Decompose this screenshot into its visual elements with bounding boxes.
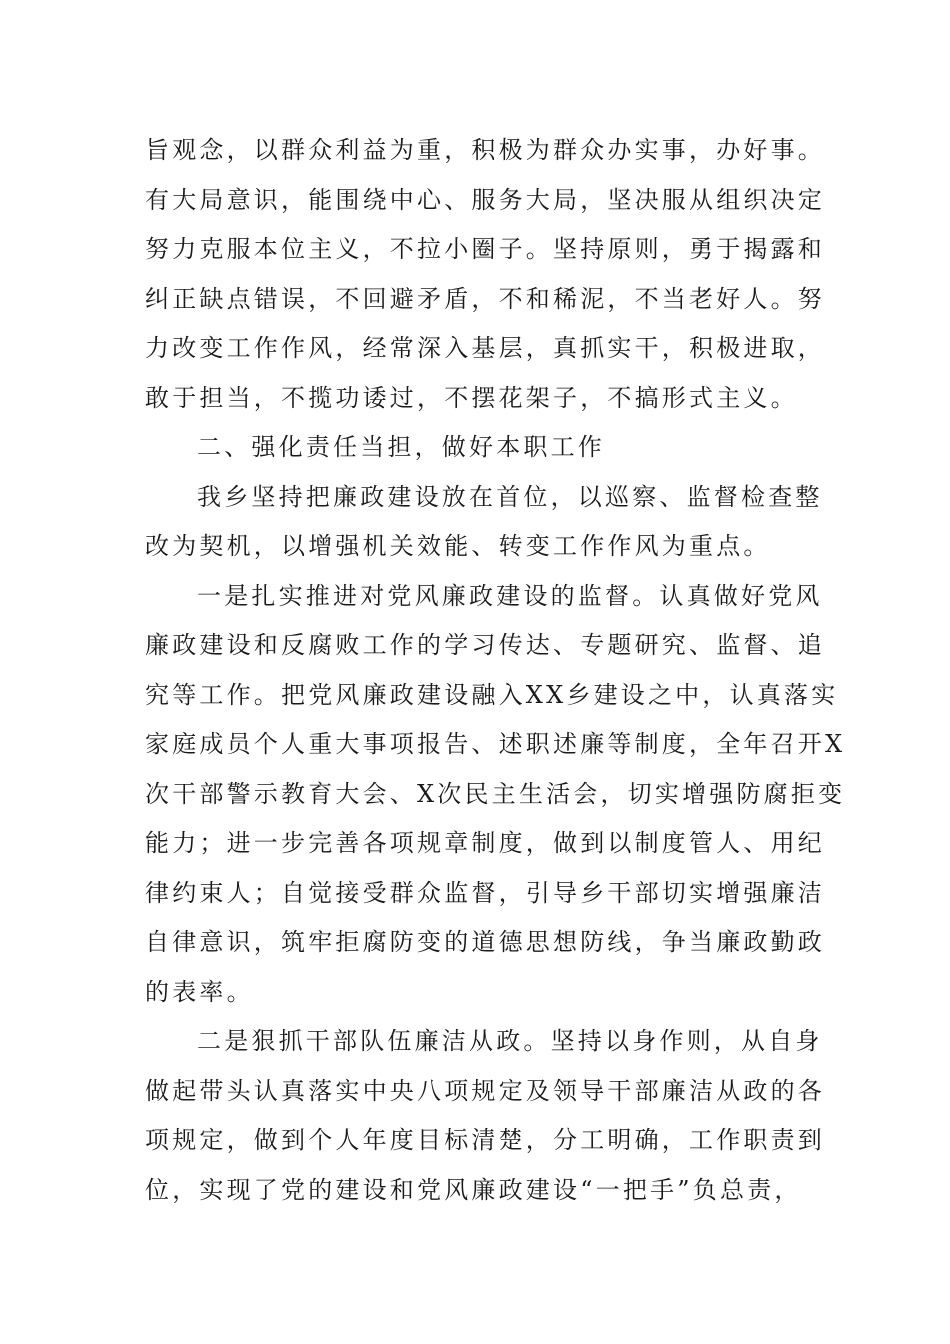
text-line-6: 敢于担当，不揽功诿过，不摆花架子，不搞形式主义。 <box>145 383 798 412</box>
document-body <box>145 126 846 1215</box>
text-line-5: 力改变工作作风，经常深入基层，真抓实干，积极进取， <box>145 334 825 362</box>
text-line-17: 自律意识，筑牢拒腐防变的道德思想防线，争当廉政勤政 <box>145 928 825 956</box>
text-line-1: 旨观念，以群众利益为重，积极为群众办实事，办好事。 <box>145 136 825 164</box>
text-line-9: 改为契机，以增强机关效能、转变工作作风为重点。 <box>145 532 771 560</box>
section-heading: 二、强化责任当担，做好本职工作 <box>197 433 605 461</box>
text-line-20: 做起带头认真落实中央八项规定及领导干部廉洁从政的各 <box>145 1076 825 1105</box>
text-line-22: 位，实现了党的建设和党风廉政建设“一把手”负总责， <box>145 1175 802 1204</box>
text-line-11: 廉政建设和反腐败工作的学习传达、专题研究、监督、追 <box>145 631 825 659</box>
text-line-12: 究等工作。把党风廉政建设融入XX乡建设之中，认真落实 <box>145 680 839 709</box>
text-line-3: 努力克服本位主义，不拉小圈子。坚持原则，勇于揭露和 <box>145 235 825 263</box>
text-line-14: 次干部警示教育大会、X次民主生活会，切实增强防腐拒变 <box>145 779 846 808</box>
text-line-10: 一是扎实推进对党风廉政建设的监督。认真做好党风 <box>197 581 823 610</box>
text-line-4: 纠正缺点错误，不回避矛盾，不和稀泥，不当老好人。努 <box>145 284 825 313</box>
text-line-2: 有大局意识，能围绕中心、服务大局，坚决服从组织决定 <box>145 185 825 214</box>
text-line-8: 我乡坚持把廉政建设放在首位，以巡察、监督检查整 <box>197 482 823 511</box>
text-line-13: 家庭成员个人重大事项报告、述职述廉等制度，全年召开X <box>145 730 846 758</box>
text-line-15: 能力；进一步完善各项规章制度，做到以制度管人、用纪 <box>145 829 825 857</box>
text-line-18: 的表率。 <box>145 977 254 1006</box>
text-line-19: 二是狠抓干部队伍廉洁从政。坚持以身作则，从自身 <box>197 1027 823 1055</box>
text-line-16: 律约束人；自觉接受群众监督，引导乡干部切实增强廉洁 <box>145 878 825 907</box>
text-line-21: 项规定，做到个人年度目标清楚，分工明确，工作职责到 <box>145 1126 825 1154</box>
